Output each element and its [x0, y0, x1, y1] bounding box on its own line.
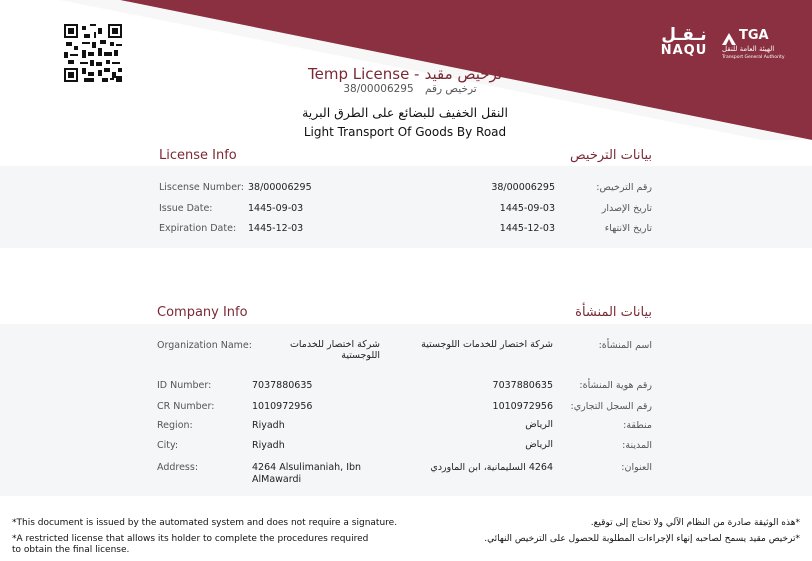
- license-info-title-en: License Info: [159, 148, 237, 163]
- license-info-band: [0, 166, 812, 248]
- company-row-label-en: Address:: [157, 462, 199, 473]
- qr-code: [64, 24, 122, 82]
- footer-note1-ar: *هذه الوثيقة صادرة من النظام الآلي ولا تحتاج إلى توقيع.: [590, 518, 800, 528]
- company-row-value-en: Riyadh: [252, 440, 285, 451]
- org-label-ar: اسم المنشأة:: [598, 340, 652, 351]
- company-row-value-en: 4264 Alsulimaniah, Ibn AlMawardi: [252, 462, 362, 485]
- naqu-logo-en: NAQU: [660, 43, 708, 58]
- company-row-label-ar: منطقة:: [623, 420, 652, 431]
- license-row-value-ar: 1445-09-03: [499, 203, 555, 214]
- license-row-label-en: Expiration Date:: [159, 223, 237, 234]
- activity-ar: النقل الخفيف للبضائع على الطرق البرية: [302, 105, 508, 120]
- company-row-label-en: CR Number:: [157, 401, 215, 412]
- license-row-label-ar: تاريخ الإصدار: [601, 203, 652, 214]
- tga-logo-sub: Transport General Authority: [722, 55, 785, 60]
- license-number: 38/00006295: [343, 83, 414, 95]
- license-row-value-en: 1445-12-03: [248, 223, 304, 234]
- license-row-value-ar: 38/00006295: [491, 182, 555, 193]
- company-row-label-en: Region:: [157, 420, 193, 431]
- license-info-title-ar: بيانات الترخيص: [569, 148, 652, 163]
- footer-note2-ar: *ترخيص مقيد يسمح لصاحبه إنهاء الإجراءات المطلوبة للحصول على الترخيص النهائي.: [484, 534, 800, 544]
- activity-en: Light Transport Of Goods By Road: [303, 125, 507, 139]
- company-row-value-ar: 7037880635: [492, 380, 553, 391]
- naqu-logo: [658, 26, 710, 58]
- footer-note1-en: *This document is issued by the automated system and does not require a signature.: [12, 518, 398, 528]
- title-ar: ترخيص مقيد: [424, 65, 502, 83]
- license-row-value-ar: 1445-12-03: [499, 223, 555, 234]
- company-row-label-ar: المدينة:: [622, 440, 652, 451]
- license-row-label-en: Liscense Number:: [159, 182, 244, 193]
- license-row-label-ar: تاريخ الانتهاء: [604, 223, 652, 234]
- tga-logo-ar: الهيئة العامة للنقل: [722, 45, 775, 53]
- company-row-value-en: Riyadh: [252, 420, 285, 431]
- company-row-value-en: 1010972956: [252, 401, 313, 412]
- tga-logo-en: TGA: [739, 28, 769, 43]
- company-row-value-ar: الرياض: [525, 439, 553, 450]
- company-row-label-en: City:: [157, 440, 179, 451]
- naqu-logo-ar: نـقـل: [661, 25, 707, 45]
- license-number-line: [300, 83, 520, 95]
- org-value-ar: شركة اختصار للخدمات اللوجستية: [421, 339, 553, 350]
- org-label-en: Organization Name:: [157, 340, 252, 351]
- company-row-label-ar: رقم هوية المنشأة:: [579, 380, 652, 391]
- license-title: [250, 64, 560, 83]
- company-row-value-ar: الرياض: [525, 419, 553, 430]
- company-row-label-ar: العنوان:: [621, 462, 652, 473]
- company-info-title-ar: بيانات المنشأة: [575, 305, 652, 320]
- org-value-en: شركة اختصار للخدمات اللوجستية: [289, 339, 380, 361]
- company-info-title-en: Company Info: [157, 305, 248, 320]
- company-row-value-ar: 1010972956: [492, 401, 553, 412]
- title-en: Temp License -: [308, 65, 420, 83]
- tga-mark-icon: [722, 30, 736, 42]
- license-row-value-en: 1445-09-03: [248, 203, 304, 214]
- company-row-value-en: 7037880635: [252, 380, 313, 391]
- company-row-value-ar: 4264 السليمانية، ابن الماوردي: [430, 462, 553, 473]
- company-row-label-ar: رقم السجل التجاري:: [570, 401, 652, 412]
- license-row-label-en: Issue Date:: [159, 203, 213, 214]
- license-row-label-ar: رقم الترخيص:: [596, 182, 652, 193]
- license-number-label: ترخيص رقم: [425, 83, 477, 95]
- license-row-value-en: 38/00006295: [248, 182, 312, 193]
- company-row-label-en: ID Number:: [157, 380, 212, 391]
- footer-note2-en: *A restricted license that allows its holder to complete the procedures required to obtain the final license.: [12, 534, 369, 555]
